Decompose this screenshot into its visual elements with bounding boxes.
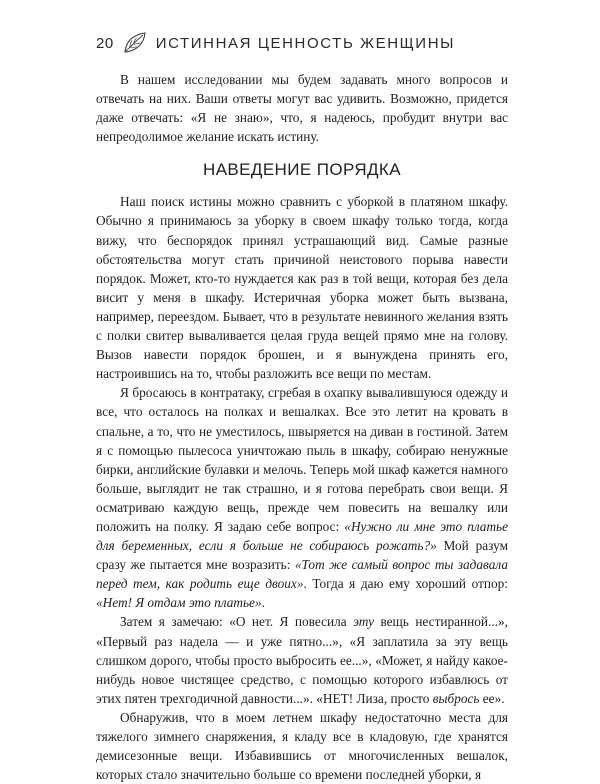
text-run: Мой разум сразу же пытается мне возразить: (96, 538, 508, 573)
text-run: В нашем исследовании мы будем задавать много вопросов и отвечать на них. Ваши ответы могут вас удивить. Возможно, придется даже отвечать: «Я не знаю», что, я надеюсь, пробудит внутри вас непреодолимое желание искать истину. (96, 72, 508, 145)
page-content (96, 70, 508, 784)
italic-text: выбрось (432, 690, 480, 706)
body-paragraph (96, 612, 508, 707)
leaf-icon (122, 30, 148, 56)
running-header (96, 28, 516, 58)
text-run: Затем я замечаю: «О нет. Я повесила (120, 614, 354, 630)
body-paragraph (96, 192, 508, 383)
italic-text: «Нужно ли мне это платье для беременных, если я больше не собираюсь рожать?» (96, 518, 509, 554)
body-paragraph (96, 708, 508, 784)
text-run: ее». (479, 690, 505, 706)
text-run: Обнаружив, что в моем летнем шкафу недостаточно места для тяжелого зимнего снаряжения, я кладу все в кладовую, где хранятся демисезонные вещи. Избавившись от многочисленных вешалок, которых стало значительно больше со времени последней уборки, я (96, 709, 508, 783)
text-run: . Тогда я даю ему хороший отпор: (303, 576, 508, 592)
body-paragraph (96, 383, 508, 612)
running-title: ИСТИННАЯ ЦЕННОСТЬ ЖЕНЩИНЫ (155, 34, 456, 52)
intro-paragraph (96, 70, 508, 146)
text-run: Наш поиск истины можно сравнить с уборкой в платяном шкафу. Обычно я принимаюсь за уборку в своем шкафу только тогда, когда вижу, что беспорядок принял устрашающий вид. Самые разные обстоятельства могут стать причиной неистового порыва навести порядок. Может, кто-то нуждается как раз в той вещи, которая без дела висит у меня в шкафу. Истеричная уборка может быть вызвана, например, переездом. Бывает, что в результате невинного желания взять с полки свитер вываливается целая груда вещей прямо мне на голову. Вызов навести порядок брошен, и я вынуждена принять его, настроившись на то, чтобы разложить все вещи по местам. (96, 194, 508, 382)
italic-text: эту (353, 614, 374, 630)
italic-text: «Тот же самый вопрос ты задавала перед тем, как родить еще двоих» (96, 557, 508, 592)
body-block (96, 192, 508, 784)
intro-block (96, 70, 508, 146)
text-run: . (261, 595, 265, 611)
text-run: Я бросаюсь в контратаку, сгребая в охапку вывалившуюся одежду и все, что осталось на полках и вешалках. Все это летит на кровать в спальне, а то, что не уместилось, швыряется на диван в гостиной. Затем я с помощью пылесоса уничтожаю пыль в шкафу, собираю ненужные бирки, английские булавки и мелочь. Теперь мой шкаф кажется намного больше, выглядит не так страшно, и я готова перебрать свои вещи. Я осматриваю каждую вещь, прежде чем повесить на вешалку или положить на полку. Я задаю себе вопрос: (96, 385, 508, 534)
italic-text: «Нет! Я отдам это платье» (96, 595, 262, 611)
text-run: вещь нестиранной...», «Первый раз надела — и уже пятно...», «Я заплатила за эту вещь слишком дорого, чтобы просто выбросить ее...», «Может, я найду какое-нибудь новое чистящее средство, с помощью которого избавлюсь от этих пятен трехгодичной давности...». «НЕТ! Лиза, просто (96, 614, 508, 706)
section-heading: НАВЕДЕНИЕ ПОРЯДКА (203, 160, 401, 180)
page-number: 20 (96, 34, 114, 52)
